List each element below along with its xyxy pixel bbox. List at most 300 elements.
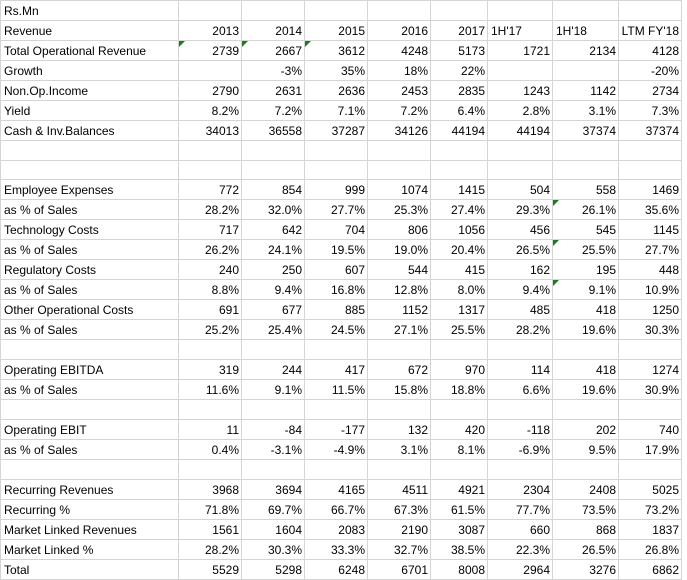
- value-cell[interactable]: [488, 520, 553, 540]
- value-cell[interactable]: [305, 360, 368, 380]
- value-cell[interactable]: [488, 280, 553, 300]
- value-cell[interactable]: [488, 420, 553, 440]
- value-cell[interactable]: [431, 280, 488, 300]
- value-cell[interactable]: [368, 81, 431, 101]
- value-cell[interactable]: [431, 540, 488, 560]
- grid-cell[interactable]: [1, 141, 179, 161]
- value-cell[interactable]: [488, 101, 553, 121]
- row-label[interactable]: as % of Sales: [1, 320, 179, 340]
- cell-value: 1056: [458, 222, 485, 237]
- value-cell[interactable]: [619, 121, 682, 141]
- grid-cell[interactable]: [1, 400, 179, 420]
- value-cell[interactable]: [488, 121, 553, 141]
- value-cell[interactable]: [431, 360, 488, 380]
- grid-cell[interactable]: [368, 400, 431, 420]
- value-cell[interactable]: [179, 81, 242, 101]
- value-cell[interactable]: [179, 101, 242, 121]
- value-cell[interactable]: [488, 200, 553, 220]
- cell-value: 24.5%: [330, 322, 365, 337]
- value-cell[interactable]: [619, 440, 682, 460]
- value-cell[interactable]: [488, 560, 553, 580]
- value-cell[interactable]: [431, 380, 488, 400]
- cell-value: 32.7%: [393, 542, 428, 557]
- value-cell[interactable]: [179, 280, 242, 300]
- value-cell[interactable]: [619, 280, 682, 300]
- cell-value: 970: [464, 362, 485, 377]
- value-cell[interactable]: [305, 520, 368, 540]
- value-cell[interactable]: [488, 260, 553, 280]
- cell-value: 9.5%: [588, 442, 616, 457]
- row-label[interactable]: as % of Sales: [1, 240, 179, 260]
- value-cell[interactable]: [305, 240, 368, 260]
- cell-value: 30.9%: [644, 382, 679, 397]
- row-label[interactable]: Market Linked Revenues: [1, 520, 179, 540]
- grid-cell[interactable]: [368, 161, 431, 180]
- cell-value: 37287: [331, 123, 365, 138]
- cell-value: 2964: [523, 562, 550, 577]
- row-label[interactable]: as % of Sales: [1, 200, 179, 220]
- value-cell[interactable]: [619, 260, 682, 280]
- value-cell[interactable]: [242, 240, 305, 260]
- value-cell[interactable]: [553, 180, 619, 200]
- value-cell[interactable]: [431, 200, 488, 220]
- value-cell[interactable]: [179, 180, 242, 200]
- value-cell[interactable]: [368, 41, 431, 61]
- value-cell[interactable]: [242, 81, 305, 101]
- value-cell[interactable]: [305, 81, 368, 101]
- value-cell[interactable]: [305, 200, 368, 220]
- value-cell[interactable]: [179, 300, 242, 320]
- row-label[interactable]: Recurring Revenues: [1, 480, 179, 500]
- value-cell[interactable]: [431, 520, 488, 540]
- value-cell[interactable]: [368, 240, 431, 260]
- grid-cell[interactable]: [488, 340, 553, 360]
- value-cell[interactable]: [242, 300, 305, 320]
- column-header[interactable]: 2017: [431, 21, 488, 41]
- grid-cell[interactable]: [431, 1, 488, 21]
- value-cell[interactable]: [305, 480, 368, 500]
- value-cell[interactable]: [179, 440, 242, 460]
- value-cell[interactable]: [553, 81, 619, 101]
- grid-cell[interactable]: [1, 340, 179, 360]
- value-cell[interactable]: [179, 420, 242, 440]
- value-cell[interactable]: [553, 41, 619, 61]
- value-cell[interactable]: [242, 280, 305, 300]
- column-header[interactable]: 1H'17: [488, 21, 553, 41]
- value-cell[interactable]: [619, 101, 682, 121]
- value-cell[interactable]: [488, 41, 553, 61]
- value-cell[interactable]: [242, 101, 305, 121]
- value-cell[interactable]: [305, 420, 368, 440]
- cell-value: 250: [281, 262, 302, 277]
- value-cell[interactable]: [553, 260, 619, 280]
- grid-cell[interactable]: [305, 340, 368, 360]
- grid-cell[interactable]: [179, 161, 242, 180]
- value-cell[interactable]: [368, 280, 431, 300]
- value-cell[interactable]: [553, 360, 619, 380]
- cell-value: 999: [344, 182, 365, 197]
- value-cell[interactable]: [368, 480, 431, 500]
- value-cell[interactable]: [179, 121, 242, 141]
- cell-value: 19.0%: [393, 242, 428, 257]
- grid-cell[interactable]: [431, 460, 488, 480]
- value-cell[interactable]: [619, 560, 682, 580]
- row-label[interactable]: Employee Expenses: [1, 180, 179, 200]
- cell-value: 28.2%: [204, 542, 239, 557]
- value-cell[interactable]: [431, 220, 488, 240]
- row-label[interactable]: as % of Sales: [1, 440, 179, 460]
- cell-value: 20.4%: [450, 242, 485, 257]
- value-cell[interactable]: [553, 380, 619, 400]
- value-cell[interactable]: [431, 121, 488, 141]
- row-label[interactable]: Other Operational Costs: [1, 300, 179, 320]
- error-indicator-icon[interactable]: [305, 41, 311, 47]
- grid-cell[interactable]: [368, 340, 431, 360]
- value-cell[interactable]: [619, 520, 682, 540]
- grid-cell[interactable]: [553, 460, 619, 480]
- value-cell[interactable]: [553, 101, 619, 121]
- value-cell[interactable]: [305, 500, 368, 520]
- grid-cell[interactable]: [305, 1, 368, 21]
- value-cell[interactable]: [553, 440, 619, 460]
- cell-value: 418: [595, 362, 616, 377]
- column-header[interactable]: 2013: [179, 21, 242, 41]
- value-cell[interactable]: [619, 480, 682, 500]
- cell-value: 2636: [338, 83, 365, 98]
- value-cell[interactable]: [553, 61, 619, 81]
- value-cell[interactable]: [305, 260, 368, 280]
- value-cell[interactable]: [431, 180, 488, 200]
- value-cell[interactable]: [179, 200, 242, 220]
- value-cell[interactable]: [488, 220, 553, 240]
- value-cell[interactable]: [553, 320, 619, 340]
- grid-cell[interactable]: [242, 460, 305, 480]
- value-cell[interactable]: [619, 200, 682, 220]
- row-label[interactable]: Yield: [1, 101, 179, 121]
- value-cell[interactable]: [619, 380, 682, 400]
- value-cell[interactable]: [431, 440, 488, 460]
- cell-value: 25.5%: [581, 242, 616, 257]
- value-cell[interactable]: [179, 500, 242, 520]
- cell-value: 27.4%: [450, 202, 485, 217]
- grid-cell[interactable]: [431, 161, 488, 180]
- grid-cell[interactable]: [242, 141, 305, 161]
- grid-cell[interactable]: [368, 460, 431, 480]
- row-label[interactable]: Regulatory Costs: [1, 260, 179, 280]
- value-cell[interactable]: [179, 540, 242, 560]
- value-cell[interactable]: [488, 360, 553, 380]
- grid-cell[interactable]: [179, 400, 242, 420]
- value-cell[interactable]: [242, 61, 305, 81]
- cell-value: 6248: [338, 562, 365, 577]
- value-cell[interactable]: [179, 41, 242, 61]
- value-cell[interactable]: [368, 520, 431, 540]
- value-cell[interactable]: [368, 440, 431, 460]
- value-cell[interactable]: [619, 220, 682, 240]
- value-cell[interactable]: [305, 61, 368, 81]
- value-cell[interactable]: [179, 260, 242, 280]
- row-label[interactable]: Technology Costs: [1, 220, 179, 240]
- value-cell[interactable]: [368, 360, 431, 380]
- value-cell[interactable]: [242, 380, 305, 400]
- value-cell[interactable]: [488, 61, 553, 81]
- grid-cell[interactable]: [553, 1, 619, 21]
- value-cell[interactable]: [368, 101, 431, 121]
- value-cell[interactable]: [553, 520, 619, 540]
- value-cell[interactable]: [553, 420, 619, 440]
- value-cell[interactable]: [488, 300, 553, 320]
- value-cell[interactable]: [305, 300, 368, 320]
- grid-cell[interactable]: [242, 161, 305, 180]
- value-cell[interactable]: [553, 121, 619, 141]
- grid-cell[interactable]: [619, 141, 682, 161]
- value-cell[interactable]: [305, 380, 368, 400]
- value-cell[interactable]: [619, 61, 682, 81]
- value-cell[interactable]: [305, 320, 368, 340]
- value-cell[interactable]: [431, 300, 488, 320]
- value-cell[interactable]: [431, 500, 488, 520]
- value-cell[interactable]: [242, 260, 305, 280]
- value-cell[interactable]: [305, 121, 368, 141]
- row-label[interactable]: Cash & Inv.Balances: [1, 121, 179, 141]
- cell-value: 2134: [589, 43, 616, 58]
- value-cell[interactable]: [242, 360, 305, 380]
- value-cell[interactable]: [431, 81, 488, 101]
- grid-cell[interactable]: [553, 141, 619, 161]
- cell-value: 35%: [340, 63, 365, 78]
- column-header[interactable]: LTM FY'18: [619, 21, 682, 41]
- value-cell[interactable]: [179, 320, 242, 340]
- value-cell[interactable]: [488, 540, 553, 560]
- value-cell[interactable]: [431, 260, 488, 280]
- grid-cell[interactable]: [553, 400, 619, 420]
- grid-cell[interactable]: [619, 1, 682, 21]
- value-cell[interactable]: [242, 41, 305, 61]
- value-cell[interactable]: [368, 560, 431, 580]
- value-cell[interactable]: [431, 480, 488, 500]
- value-cell[interactable]: [179, 520, 242, 540]
- row-label[interactable]: as % of Sales: [1, 280, 179, 300]
- cell-value: 66.7%: [330, 502, 365, 517]
- grid-cell[interactable]: [619, 340, 682, 360]
- value-cell[interactable]: [553, 200, 619, 220]
- column-header[interactable]: 2015: [305, 21, 368, 41]
- grid-cell[interactable]: [1, 161, 179, 180]
- grid-cell[interactable]: [242, 340, 305, 360]
- grid-cell[interactable]: [305, 460, 368, 480]
- row-label[interactable]: Total: [1, 560, 179, 580]
- error-indicator-icon[interactable]: [242, 41, 248, 47]
- unit-label[interactable]: Rs.Mn: [1, 1, 179, 21]
- value-cell[interactable]: [553, 300, 619, 320]
- value-cell[interactable]: [619, 420, 682, 440]
- value-cell[interactable]: [431, 101, 488, 121]
- value-cell[interactable]: [242, 500, 305, 520]
- grid-cell[interactable]: [242, 1, 305, 21]
- value-cell[interactable]: [242, 560, 305, 580]
- value-cell[interactable]: [619, 540, 682, 560]
- grid-cell[interactable]: [431, 340, 488, 360]
- value-cell[interactable]: [553, 220, 619, 240]
- row-label[interactable]: as % of Sales: [1, 380, 179, 400]
- value-cell[interactable]: [368, 540, 431, 560]
- value-cell[interactable]: [431, 320, 488, 340]
- value-cell[interactable]: [242, 420, 305, 440]
- value-cell[interactable]: [179, 240, 242, 260]
- row-label[interactable]: Recurring %: [1, 500, 179, 520]
- value-cell[interactable]: [368, 420, 431, 440]
- grid-cell[interactable]: [488, 1, 553, 21]
- value-cell[interactable]: [305, 41, 368, 61]
- grid-cell[interactable]: [619, 460, 682, 480]
- value-cell[interactable]: [431, 61, 488, 81]
- value-cell[interactable]: [305, 220, 368, 240]
- row-label[interactable]: Market Linked %: [1, 540, 179, 560]
- column-header[interactable]: 2014: [242, 21, 305, 41]
- value-cell[interactable]: [242, 121, 305, 141]
- grid-cell[interactable]: [368, 141, 431, 161]
- value-cell[interactable]: [179, 480, 242, 500]
- grid-cell[interactable]: [553, 340, 619, 360]
- grid-cell[interactable]: [488, 161, 553, 180]
- value-cell[interactable]: [305, 280, 368, 300]
- cell-value: 3.1%: [588, 103, 616, 118]
- value-cell[interactable]: [488, 500, 553, 520]
- row-label[interactable]: Operating EBITDA: [1, 360, 179, 380]
- table-row: [1, 480, 682, 500]
- value-cell[interactable]: [619, 300, 682, 320]
- value-cell[interactable]: [368, 121, 431, 141]
- value-cell[interactable]: [368, 500, 431, 520]
- table-row: [1, 380, 682, 400]
- row-label[interactable]: Growth: [1, 61, 179, 81]
- value-cell[interactable]: [553, 240, 619, 260]
- table-row: [1, 540, 682, 560]
- grid-cell[interactable]: [305, 141, 368, 161]
- value-cell[interactable]: [488, 480, 553, 500]
- cell-value: 6.6%: [522, 382, 550, 397]
- value-cell[interactable]: [431, 420, 488, 440]
- grid-cell[interactable]: [619, 400, 682, 420]
- header-label[interactable]: Revenue: [1, 21, 179, 41]
- grid-cell[interactable]: [179, 340, 242, 360]
- table-row: [1, 180, 682, 200]
- column-header[interactable]: 1H'18: [553, 21, 619, 41]
- blank-row: [1, 340, 682, 360]
- value-cell[interactable]: [368, 320, 431, 340]
- grid-cell[interactable]: [179, 1, 242, 21]
- value-cell[interactable]: [179, 380, 242, 400]
- row-label[interactable]: Non.Op.Income: [1, 81, 179, 101]
- value-cell[interactable]: [431, 41, 488, 61]
- value-cell[interactable]: [488, 440, 553, 460]
- column-header[interactable]: 2016: [368, 21, 431, 41]
- value-cell[interactable]: [619, 41, 682, 61]
- value-cell[interactable]: [553, 540, 619, 560]
- grid-cell[interactable]: [305, 400, 368, 420]
- grid-cell[interactable]: [488, 141, 553, 161]
- value-cell[interactable]: [368, 380, 431, 400]
- grid-cell[interactable]: [488, 400, 553, 420]
- value-cell[interactable]: [619, 360, 682, 380]
- value-cell[interactable]: [242, 480, 305, 500]
- value-cell[interactable]: [368, 300, 431, 320]
- row-label[interactable]: Operating EBIT: [1, 420, 179, 440]
- value-cell[interactable]: [619, 240, 682, 260]
- value-cell[interactable]: [619, 180, 682, 200]
- value-cell[interactable]: [305, 101, 368, 121]
- grid-cell[interactable]: [431, 400, 488, 420]
- value-cell[interactable]: [179, 360, 242, 380]
- unit-row: [1, 1, 682, 21]
- cell-value: 4128: [652, 43, 679, 58]
- value-cell[interactable]: [305, 540, 368, 560]
- error-indicator-icon[interactable]: [179, 41, 185, 47]
- table-row: [1, 440, 682, 460]
- value-cell[interactable]: [179, 61, 242, 81]
- cell-value: 17.9%: [644, 442, 679, 457]
- value-cell[interactable]: [305, 560, 368, 580]
- value-cell[interactable]: [619, 320, 682, 340]
- value-cell[interactable]: [553, 500, 619, 520]
- error-indicator-icon[interactable]: [553, 280, 559, 286]
- row-label[interactable]: Total Operational Revenue: [1, 41, 179, 61]
- value-cell[interactable]: [242, 180, 305, 200]
- value-cell[interactable]: [242, 440, 305, 460]
- value-cell[interactable]: [242, 540, 305, 560]
- grid-cell[interactable]: [619, 161, 682, 180]
- error-indicator-icon[interactable]: [553, 200, 559, 206]
- value-cell[interactable]: [619, 81, 682, 101]
- value-cell[interactable]: [368, 61, 431, 81]
- value-cell[interactable]: [242, 320, 305, 340]
- value-cell[interactable]: [242, 200, 305, 220]
- value-cell[interactable]: [179, 220, 242, 240]
- grid-cell[interactable]: [179, 141, 242, 161]
- value-cell[interactable]: [368, 180, 431, 200]
- grid-cell[interactable]: [1, 460, 179, 480]
- value-cell[interactable]: [488, 81, 553, 101]
- grid-cell[interactable]: [431, 141, 488, 161]
- value-cell[interactable]: [553, 480, 619, 500]
- grid-cell[interactable]: [488, 460, 553, 480]
- value-cell[interactable]: [179, 560, 242, 580]
- value-cell[interactable]: [368, 220, 431, 240]
- grid-cell[interactable]: [368, 1, 431, 21]
- value-cell[interactable]: [488, 320, 553, 340]
- value-cell[interactable]: [242, 220, 305, 240]
- grid-cell[interactable]: [179, 460, 242, 480]
- value-cell[interactable]: [488, 180, 553, 200]
- error-indicator-icon[interactable]: [553, 240, 559, 246]
- cell-value: 240: [218, 262, 239, 277]
- value-cell[interactable]: [305, 440, 368, 460]
- value-cell[interactable]: [305, 180, 368, 200]
- value-cell[interactable]: [488, 240, 553, 260]
- value-cell[interactable]: [488, 380, 553, 400]
- grid-cell[interactable]: [242, 400, 305, 420]
- value-cell[interactable]: [619, 500, 682, 520]
- value-cell[interactable]: [553, 280, 619, 300]
- value-cell[interactable]: [368, 260, 431, 280]
- value-cell[interactable]: [368, 200, 431, 220]
- value-cell[interactable]: [431, 240, 488, 260]
- grid-cell[interactable]: [553, 161, 619, 180]
- value-cell[interactable]: [553, 560, 619, 580]
- value-cell[interactable]: [242, 520, 305, 540]
- grid-cell[interactable]: [305, 161, 368, 180]
- value-cell[interactable]: [431, 560, 488, 580]
